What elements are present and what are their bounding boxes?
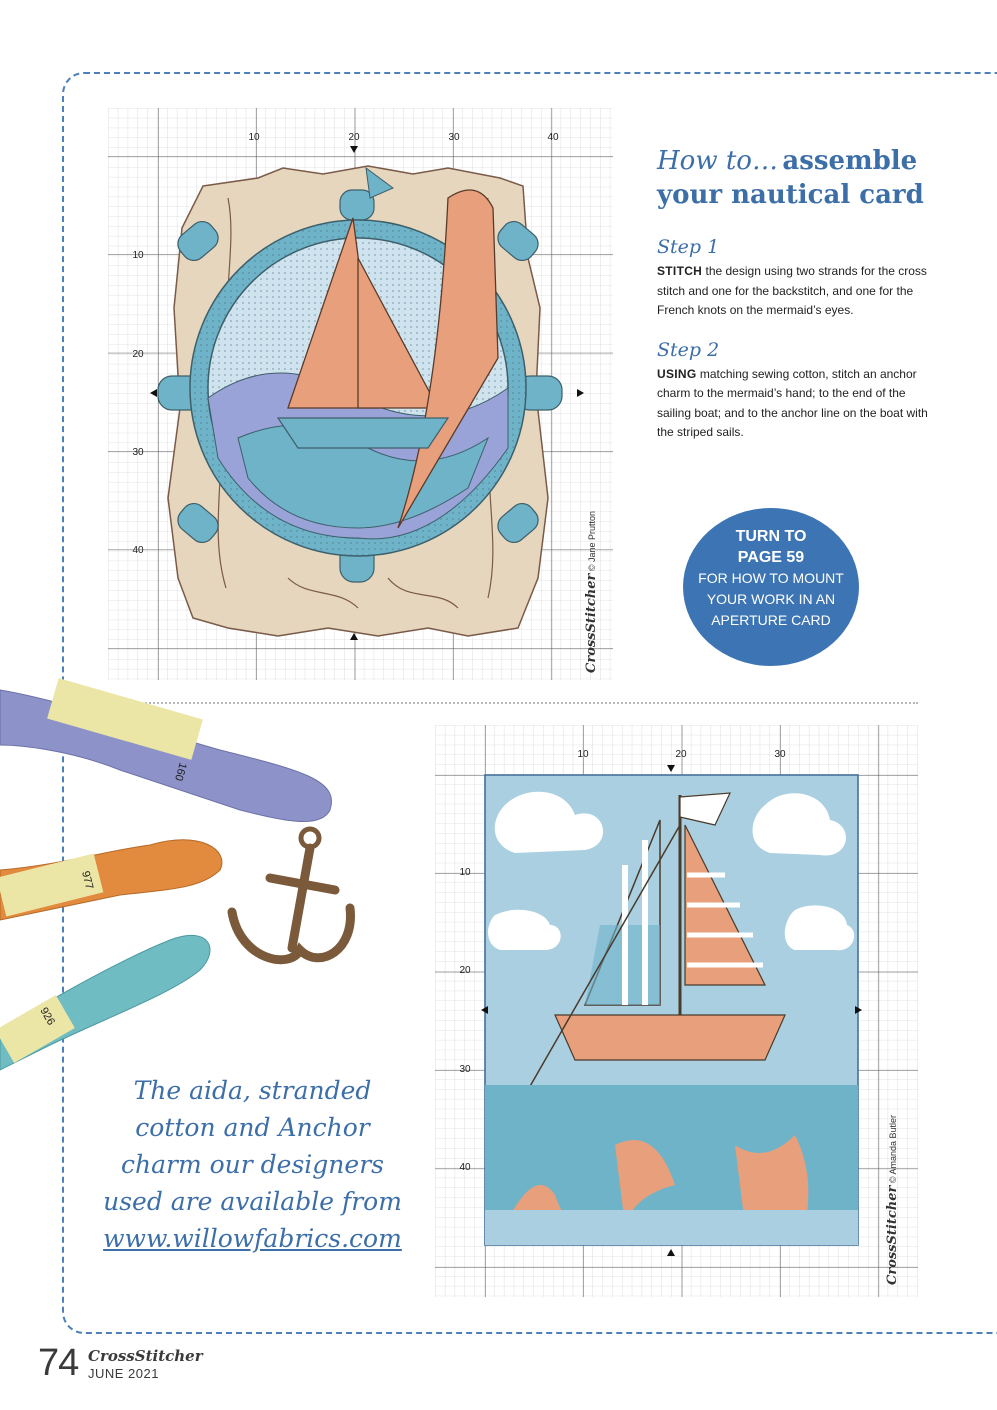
badge-line-1: TURN TO	[735, 528, 807, 545]
chart1-col-label: 10	[248, 132, 260, 143]
howto-title-bold-1: assemble	[782, 146, 918, 176]
chart-2-graphic	[435, 725, 918, 1297]
chart2-col-label: 10	[577, 749, 589, 760]
step-2-text: matching sewing cotton, stitch an anchor charm to the mermaid’s hand; to the end of the sailing boat; and to the anchor line on the boat with the striped sails.	[657, 366, 928, 439]
chart1-row-label: 30	[132, 447, 144, 458]
chart1-row-label: 10	[132, 250, 144, 261]
chart-sailing-boat	[435, 725, 918, 1297]
chart2-row-label: 10	[459, 867, 471, 878]
chart1-credit: CrossStitcher © Jane Prutton	[584, 510, 599, 673]
supplier-line-2: cotton and Anchor	[135, 1113, 370, 1142]
thread-label-1: 160	[172, 761, 189, 783]
step-2-heading: Step 2	[657, 338, 720, 361]
step-1-heading: Step 1	[657, 236, 720, 258]
supplier-line-3: charm our designers	[121, 1150, 384, 1179]
chart1-col-label: 20	[348, 132, 360, 143]
step-1-lead: STITCH	[657, 264, 703, 278]
chart2-row-label: 40	[459, 1162, 471, 1173]
thread-skein-orange	[0, 840, 222, 920]
chart2-col-label: 20	[675, 749, 687, 760]
magazine-name: CrossStitcher	[88, 1347, 203, 1365]
thread-label-3: 926	[37, 1005, 57, 1028]
thread-label-2: 977	[79, 869, 96, 891]
page-number: 74	[38, 1342, 79, 1384]
supplier-note	[100, 1072, 405, 1257]
chart2-row-label: 20	[459, 965, 471, 976]
thread-skein-lavender	[0, 678, 332, 821]
chart2-credit: CrossStitcher © Amanda Butler	[885, 1114, 900, 1285]
supplier-line-4: used are available from	[103, 1187, 402, 1216]
badge-line-4: YOUR WORK IN AN	[706, 591, 836, 607]
chart2-col-label: 30	[774, 749, 786, 760]
howto-title-bold-2: your nautical card	[657, 180, 924, 210]
step-2	[657, 339, 977, 443]
turn-to-page-badge	[683, 508, 859, 666]
anchor-charm	[232, 829, 350, 960]
howto-panel	[657, 146, 977, 443]
threads-and-charm-photo	[0, 650, 380, 1090]
chart-nautical-porthole	[108, 108, 613, 680]
step-1-text: the design using two strands for the cross stitch and one for the backstitch, and one for the French knots on the mermaid’s eyes.	[657, 264, 927, 317]
badge-line-3: FOR HOW TO MOUNT	[698, 570, 844, 586]
badge-line-5: APERTURE CARD	[711, 612, 831, 628]
supplier-line-1: The aida, stranded	[133, 1076, 372, 1105]
chart1-col-label: 40	[547, 132, 559, 143]
step-2-lead: USING	[657, 366, 697, 381]
step-1	[657, 236, 977, 321]
chart2-row-label: 30	[459, 1064, 471, 1075]
issue-date: JUNE 2021	[88, 1366, 159, 1381]
chart1-row-label: 40	[132, 545, 144, 556]
supplier-url-link[interactable]: www.willowfabrics.com	[103, 1224, 402, 1253]
chart1-col-label: 30	[448, 132, 460, 143]
chart1-row-label: 20	[132, 349, 144, 360]
badge-line-2: PAGE 59	[737, 549, 805, 566]
chart-1-graphic	[108, 108, 613, 680]
howto-title-light: How to…	[657, 146, 778, 176]
thread-skein-teal	[0, 935, 210, 1070]
